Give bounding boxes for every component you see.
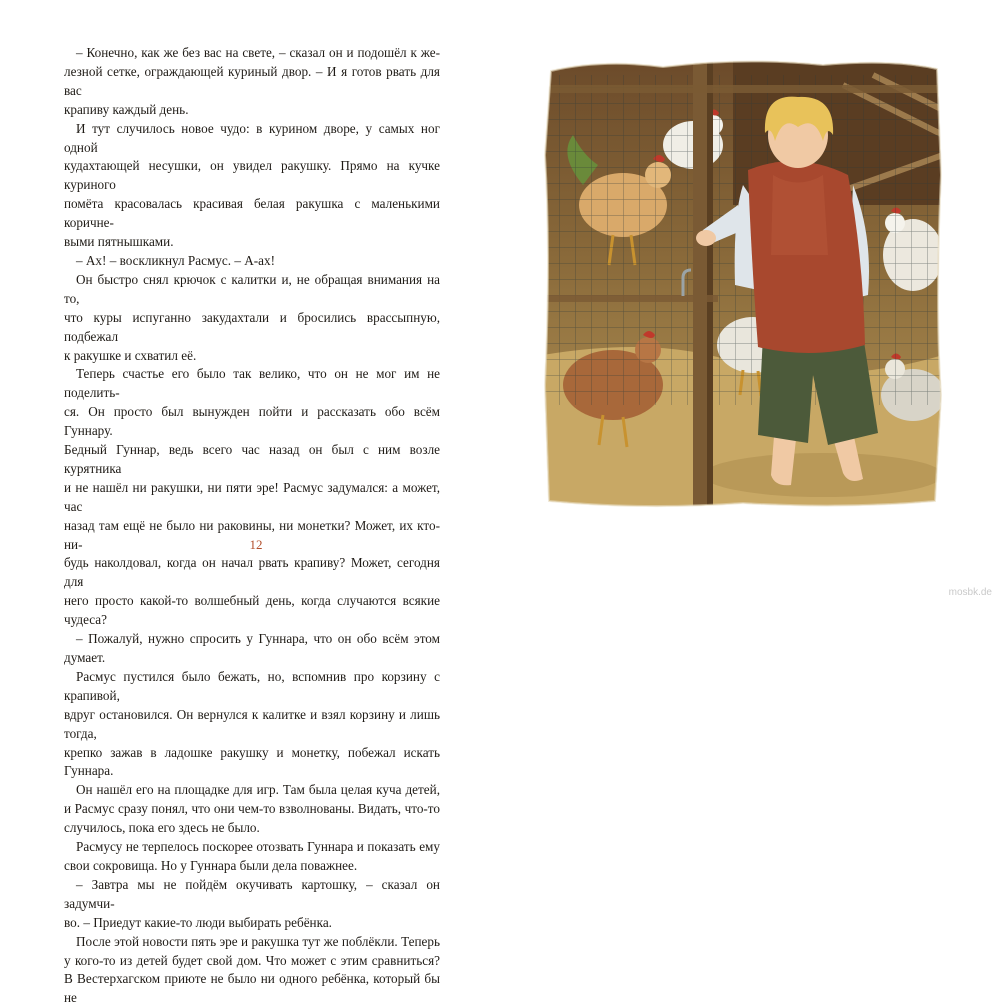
text-line: – Пожалуй, нужно спросить у Гуннара, что он обо всём этом думает. bbox=[64, 631, 440, 665]
text-line: свои сокровища. Но у Гуннара были дела поважнее. bbox=[64, 857, 358, 873]
text-line: Расмусу не терпелось поскорее отозвать Гуннара и показать ему bbox=[76, 839, 440, 855]
text-line: лезной сетке, ограждающей куриный двор. – И я готов рвать для вас bbox=[64, 63, 440, 98]
text-line: что куры испуганно закудахтали и бросились врассыпную, подбежал bbox=[64, 309, 440, 344]
text-line: вдруг остановился. Он вернулся к калитке и взял корзину и лишь тогда, bbox=[64, 706, 440, 741]
text-line: В Вестерхагском приюте не было ни одного ребёнка, который бы не bbox=[64, 971, 440, 1006]
text-line: И тут случилось новое чудо: в курином дворе, у самых ног одной bbox=[64, 120, 440, 155]
text-line: – Ах! – воскликнул Расмус. – А-ах! bbox=[76, 252, 275, 268]
text-line: Теперь счастье его было так велико, что он не мог им не поделить- bbox=[64, 366, 440, 401]
text-line: Он нашёл его на площадке для игр. Там была целая куча детей, bbox=[76, 782, 440, 798]
illustration-boy-at-chicken-coop bbox=[543, 55, 943, 511]
text-line: и не нашёл ни ракушки, ни пяти эре! Расмус задумался: а может, час bbox=[64, 479, 440, 514]
text-line: случилось, пока его здесь не было. bbox=[64, 820, 260, 836]
text-line: – Конечно, как же без вас на свете, – сказал он и подошёл к же- bbox=[76, 45, 440, 60]
text-line: во. – Приедут какие-то люди выбирать ребёнка. bbox=[64, 914, 332, 930]
text-line: него просто какой-то волшебный день, когда случаются всякие чудеса? bbox=[64, 593, 440, 628]
text-line: будь наколдовал, когда он начал рвать крапиву? Может, сегодня для bbox=[64, 555, 440, 590]
text-line: выми пятнышками. bbox=[64, 234, 174, 250]
text-line: Расмус пустился было бежать, но, вспомнив про корзину с крапивой, bbox=[64, 668, 440, 703]
text-line: назад там ещё не было ни раковины, ни монетки? Может, их кто-ни- bbox=[64, 517, 440, 552]
text-line: После этой новости пять эре и ракушка тут же поблёкли. Теперь bbox=[76, 933, 440, 949]
text-column bbox=[64, 44, 440, 1008]
text-line: крепко зажав в ладошке ракушку и монетку, побежал искать Гуннара. bbox=[64, 744, 440, 779]
text-line: – Завтра мы не пойдём окучивать картошку, – сказал он задумчи- bbox=[64, 876, 440, 911]
text-line: Он быстро снял крючок с калитки и, не обращая внимания на то, bbox=[64, 271, 440, 306]
text-line: Бедный Гуннар, ведь всего час назад он был с ним возле курятника bbox=[64, 442, 440, 476]
text-line: и Расмус сразу понял, что они чем-то взволнованы. Видать, что-то bbox=[64, 801, 440, 817]
text-line: кудахтающей несушки, он увидел ракушку. Прямо на кучке куриного bbox=[64, 158, 440, 193]
watermark: mosbk.de bbox=[948, 587, 992, 598]
text-line: ся. Он просто был вынужден пойти и рассказать обо всём Гуннару. bbox=[64, 404, 440, 439]
text-line: крапиву каждый день. bbox=[64, 101, 189, 117]
text-line: к ракушке и схватил её. bbox=[64, 347, 197, 363]
page-number: 12 bbox=[249, 537, 263, 552]
text-line: у кого-то из детей будет свой дом. Что может с этим сравниться? bbox=[64, 952, 440, 968]
text-line: помёта красовалась красивая белая ракушка с маленькими коричне- bbox=[64, 196, 440, 231]
